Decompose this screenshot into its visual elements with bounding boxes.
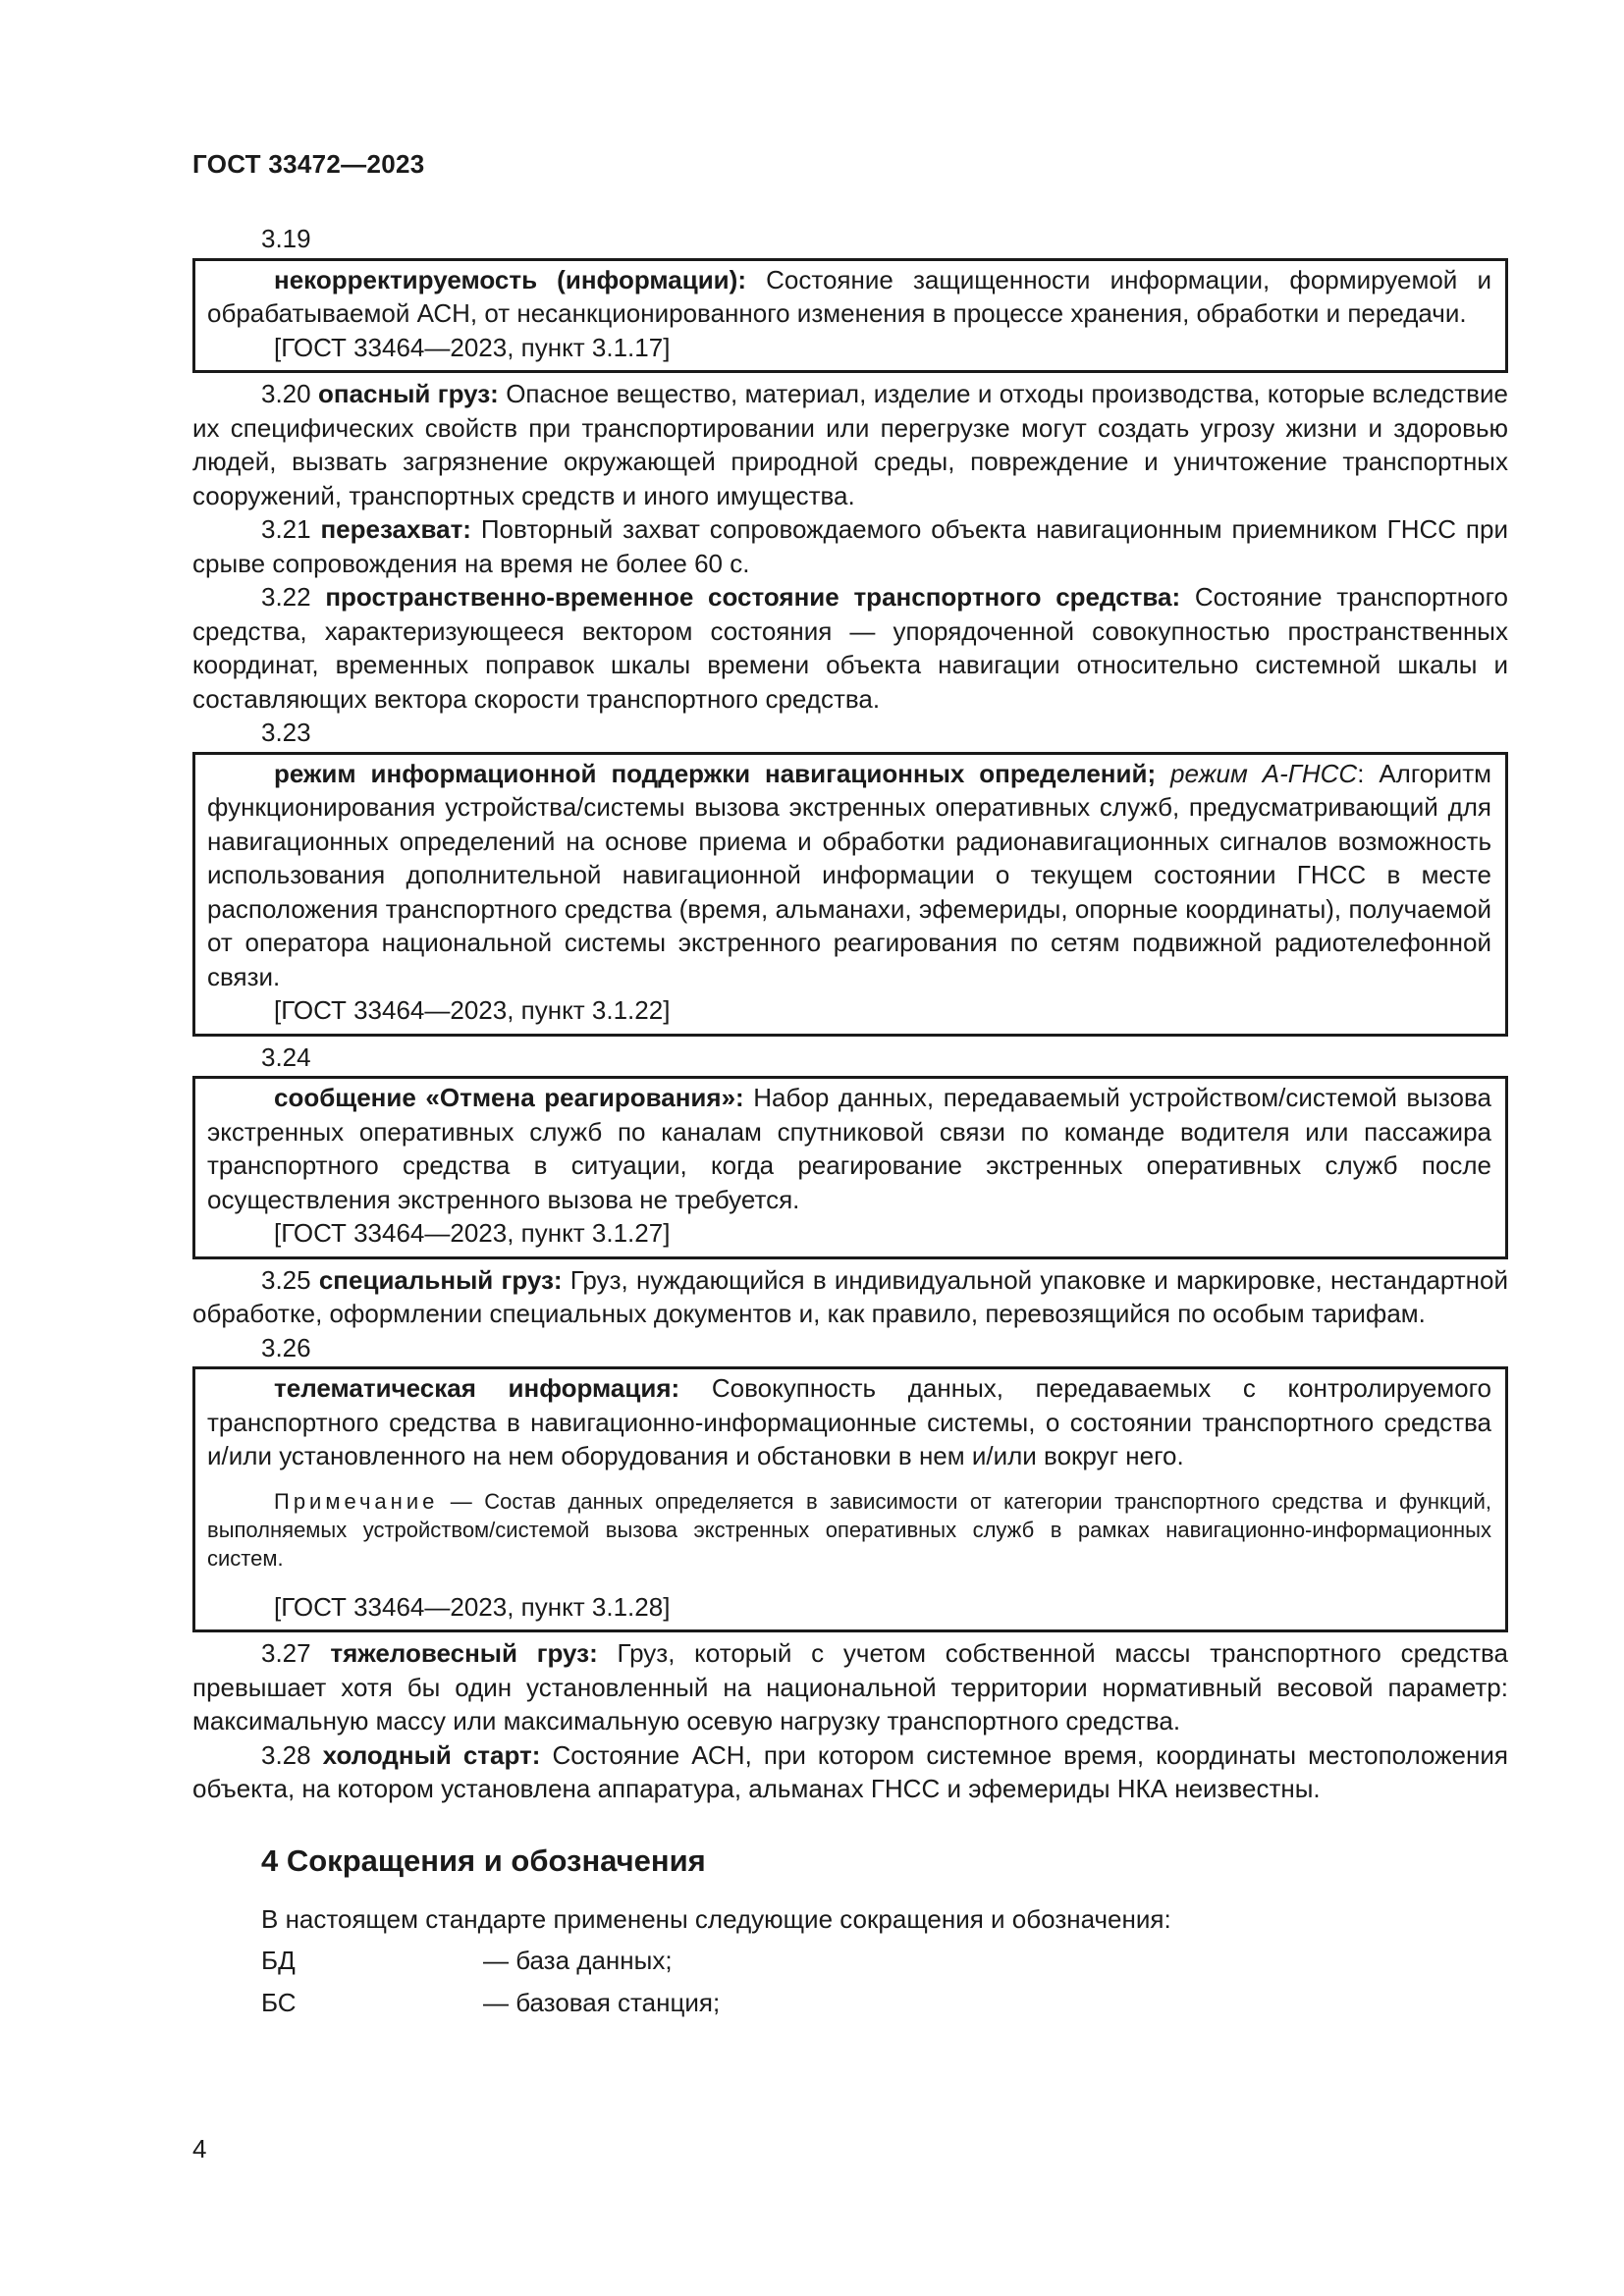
term-name: телематическая информация: xyxy=(274,1373,680,1403)
document-header: ГОСТ 33472—2023 xyxy=(192,149,425,179)
term-box xyxy=(192,1366,1508,1632)
term-number: 3.28 xyxy=(261,1739,311,1770)
term-paragraph xyxy=(192,1263,1508,1331)
term-definition: Набор данных, передаваемый устройством/системой вызова экстренных оперативных служб по каналам спутниковой связи по команде водителя или пассажира транспортного средства в ситуации, когда реагирование экстренных оперативных служб после осуществления экстренного вызова не требуется. xyxy=(207,1083,1491,1214)
term-paragraph xyxy=(207,757,1491,994)
abbreviation-term: БД xyxy=(261,1946,296,1975)
term-number: 3.19 xyxy=(261,224,311,253)
term-definition: Состояние транспортного средства, характеризующееся вектором состояния — упорядоченной совокупностью пространственных координат, временных поправок шкалы времени объекта навигации относительно системной шкалы и составляющих вектора скорости транспортного средства. xyxy=(192,582,1508,714)
page-content xyxy=(192,222,1508,2019)
term-paragraph xyxy=(207,263,1491,331)
term-paragraph xyxy=(192,580,1508,716)
term-name: тяжеловесный груз: xyxy=(330,1638,598,1668)
term-source: [ГОСТ 33464—2023, пункт 3.1.17] xyxy=(274,332,671,362)
term-definition: Груз, который с учетом собственной массы транспортного средства превышает хотя бы один установленный на национальной территории нормативный весовой параметр: максимальную массу или максимальную осевую нагрузку транспортного средства. xyxy=(192,1638,1508,1735)
term-definition: Состояние защищенности информации, формируемой и обрабатываемой АСН, от несанкционированного изменения в процессе хранения, обработки и передачи. xyxy=(207,264,1491,328)
term-definition: Опасное вещество, материал, изделие и отходы производства, которые вследствие их специфических свойств при транспортировании или перегрузке могут создать угрозу жизни и здоровью людей, вызвать загрязнение окружающей природной среды, повреждение и уничтожение транспортных сооружений, транспортных средств и иного имущества. xyxy=(192,379,1508,510)
section-intro: В настоящем стандарте применены следующие сокращения и обозначения: xyxy=(261,1903,1171,1934)
term-paragraph xyxy=(207,1081,1491,1216)
term-alt-name: режим А-ГНСС xyxy=(1170,758,1358,788)
term-number: 3.26 xyxy=(261,1332,311,1362)
term-number: 3.21 xyxy=(261,514,311,544)
term-name: специальный груз: xyxy=(318,1264,563,1295)
term-name: перезахват: xyxy=(320,514,471,544)
term-source: [ГОСТ 33464—2023, пункт 3.1.22] xyxy=(274,995,671,1025)
abbreviation-term: БС xyxy=(261,1987,297,2017)
term-definition: Груз, нуждающийся в индивидуальной упаковке и маркировке, нестандартной обработке, оформлении специальных документов и, как правило, перевозящийся по особым тарифам. xyxy=(192,1264,1509,1328)
abbreviation-description: — база данных; xyxy=(483,1946,673,1975)
term-note xyxy=(207,1487,1491,1573)
term-box xyxy=(192,1076,1508,1259)
term-number: 3.23 xyxy=(261,718,311,747)
term-number: 3.22 xyxy=(261,582,311,612)
term-paragraph xyxy=(192,377,1508,512)
abbreviation-row xyxy=(192,1944,1508,1978)
term-box xyxy=(192,752,1508,1037)
term-name: холодный старт: xyxy=(322,1739,541,1770)
term-definition: Совокупность данных, передаваемых с контролируемого транспортного средства в навигационно-информационные системы, о состоянии транспортного средства и/или установленного на нем оборудования и обстановки в нем и/или вокруг него. xyxy=(207,1373,1491,1470)
term-name: сообщение «Отмена реагирования»: xyxy=(274,1083,744,1112)
term-name: некорректируемость (информации): xyxy=(274,264,746,294)
term-name: пространственно-временное состояние транспортного средства: xyxy=(325,582,1181,612)
term-definition: Состояние АСН, при котором системное время, координаты местоположения объекта, на котором установлена аппаратура, альманах ГНСС и эфемериды НКА неизвестны. xyxy=(192,1739,1508,1803)
term-paragraph xyxy=(192,512,1508,580)
term-number: 3.27 xyxy=(261,1638,311,1668)
term-name: режим информационной поддержки навигационных определений; xyxy=(274,758,1157,788)
term-box xyxy=(192,258,1508,374)
page-number: 4 xyxy=(192,2134,207,2163)
term-source: [ГОСТ 33464—2023, пункт 3.1.27] xyxy=(274,1218,671,1248)
term-number: 3.25 xyxy=(261,1264,311,1295)
term-source: [ГОСТ 33464—2023, пункт 3.1.28] xyxy=(274,1591,671,1622)
note-label: Примечание xyxy=(274,1488,439,1514)
term-definition: : Алгоритм функционирования устройства/системы вызова экстренных оперативных служб, предусматривающий для навигационных определений на основе приема и обработки радионавигационных сигналов возможность использования дополнительной навигационной информации о текущем состоянии ГНСС в месте расположения транспортного средства (время, альманахи, эфемериды, опорные координаты), получаемой от оператора национальной системы экстренного реагирования по сетям подвижной радиотелефонной связи. xyxy=(207,758,1491,991)
term-paragraph xyxy=(192,1738,1508,1806)
term-name: опасный груз: xyxy=(317,379,499,408)
term-number: 3.20 xyxy=(261,379,311,408)
section-title: 4 Сокращения и обозначения xyxy=(261,1842,706,1878)
term-paragraph xyxy=(207,1371,1491,1473)
term-definition: Повторный захват сопровождаемого объекта навигационным приемником ГНСС при срыве сопровождения на время не более 60 с. xyxy=(192,514,1508,578)
term-paragraph xyxy=(192,1636,1508,1738)
note-text: — Состав данных определяется в зависимости от категории транспортного средства и функций, выполняемых устройством/системой вызова экстренных оперативных служб в рамках навигационно-информационных систем. xyxy=(207,1488,1491,1571)
abbreviation-row xyxy=(192,1986,1508,2020)
term-number: 3.24 xyxy=(261,1041,311,1072)
abbreviation-description: — базовая станция; xyxy=(483,1987,721,2017)
